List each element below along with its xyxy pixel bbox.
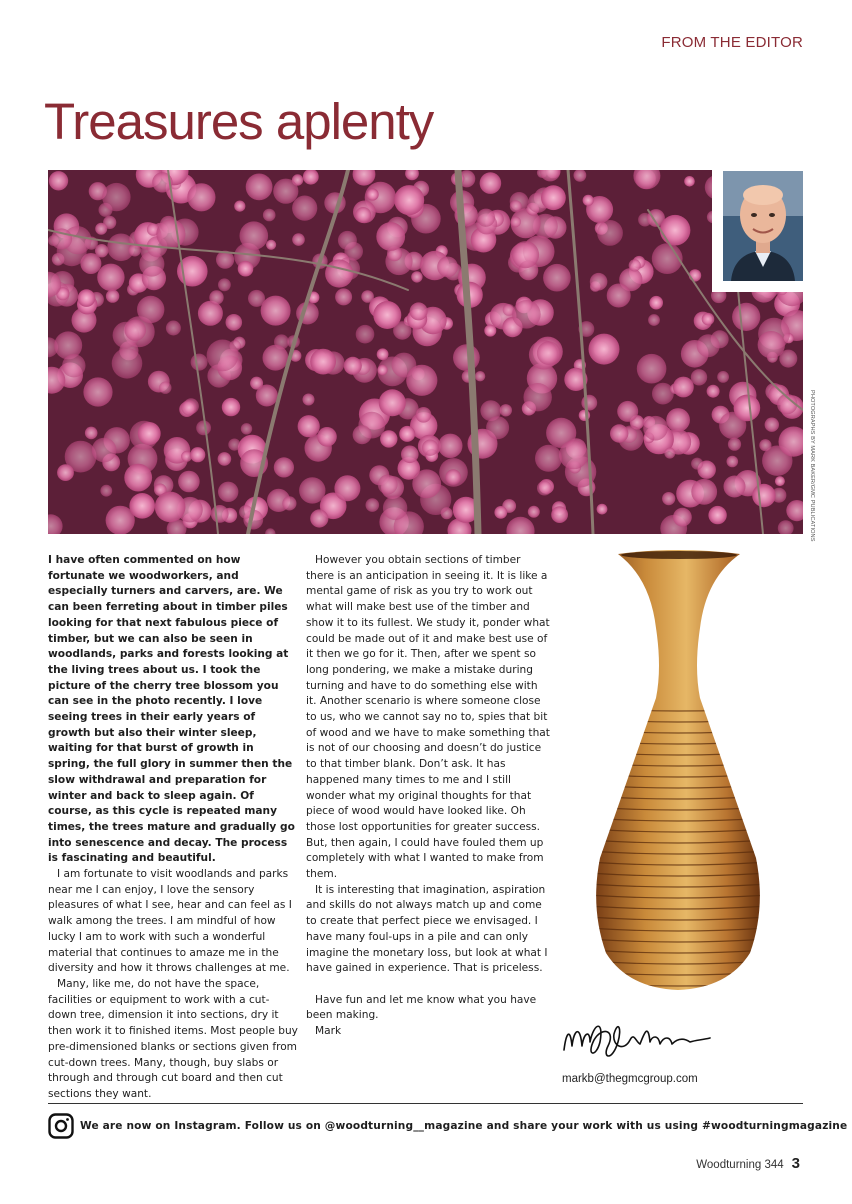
editor-email[interactable]: markb@thegmcgroup.com xyxy=(562,1073,698,1085)
article-column-2 xyxy=(306,553,550,1040)
article-title: Treasures aplenty xyxy=(44,93,434,150)
footer-divider xyxy=(48,1103,803,1104)
editor-portrait xyxy=(712,170,803,292)
publication-name: Woodturning 344 xyxy=(696,1159,784,1171)
paragraph: It is interesting that imagination, aspiration and skills do not always match up and come to create that perfect piece we envisaged. I have many foul-ups in a pile and can only imagine the monetary loss, but look at what I have gained in experience. That is priceless. xyxy=(306,883,548,975)
signoff: Mark xyxy=(315,1025,342,1038)
article-column-1 xyxy=(48,553,298,1103)
paragraph: Have fun and let me know what you have been making. xyxy=(306,993,537,1022)
editor-signature xyxy=(560,1012,720,1076)
instagram-note: We are now on Instagram. Follow us on @woodturning__magazine and share your work with us using #woodturningmagazine xyxy=(80,1120,848,1132)
instagram-icon xyxy=(48,1113,74,1143)
photo-credit: PHOTOGRAPHS BY MARK BAKER/GMC PUBLICATIONS xyxy=(809,390,815,542)
section-label: FROM THE EDITOR xyxy=(661,34,803,51)
lead-paragraph: I have often commented on how fortunate we woodworkers, and especially turners and carvers, are. We can been ferreting about in timber piles looking for that next fabulous piece of timber, but we can also be seen in woodlands, parks and forests looking at the living trees about us. I took the picture of the cherry tree blossom you can see in the photo recently. I love seeing trees in their early years of growth but also their winter sleep, waiting for that burst of growth in spring, the full glory in summer then the slow withdrawal and preparation for winter and back to sleep again. Of course, as this cycle is repeated many times, the trees mature and gradually go into senescence and decay. The process is fascinating and beautiful. xyxy=(48,554,295,865)
turned-vase-photo xyxy=(588,548,768,997)
page-number: 3 xyxy=(791,1155,800,1172)
folio xyxy=(696,1155,800,1172)
paragraph: Many, like me, do not have the space, facilities or equipment to work with a cut-down tree, dimension it into sections, dry it then work it to finished items. Most people buy pre-dimensioned blanks or sections given from cut-down trees. Many, though, buy slabs or through and through cut board and then cut sections they want. xyxy=(48,977,298,1100)
paragraph: However you obtain sections of timber there is an anticipation in seeing it. It is like a mental game of risk as you try to work out what will make best use of the timber and show it to its fullest. We study it, ponder what could be made out of it and make best use of it then we go for it. Then, after we spent so long pondering, we make a mistake during turning and have to do something else with it. Another scenario is where someone close to us, who we cannot say no to, spies that bit of wood and we have to make something that is not of our choosing and doesn’t do justice to that timber blank. Don’t ask. It has happened many times to me and I still wonder what my original thoughts for that piece of wood would have looked like. Oh those lost opportunities for greater success. But, then again, I could have fouled them up completely with what I wanted to make from them. xyxy=(306,554,550,881)
cherry-blossom-photo xyxy=(48,170,803,534)
spacer xyxy=(306,977,550,993)
paragraph: I am fortunate to visit woodlands and parks near me I can enjoy, I love the sensory pleasures of what I see, hear and can feel as I walk among the trees. I am mindful of how lucky I am to work with such a wonderful material that continues to amaze me in the diversity and how it throws challenges at me. xyxy=(48,868,292,975)
